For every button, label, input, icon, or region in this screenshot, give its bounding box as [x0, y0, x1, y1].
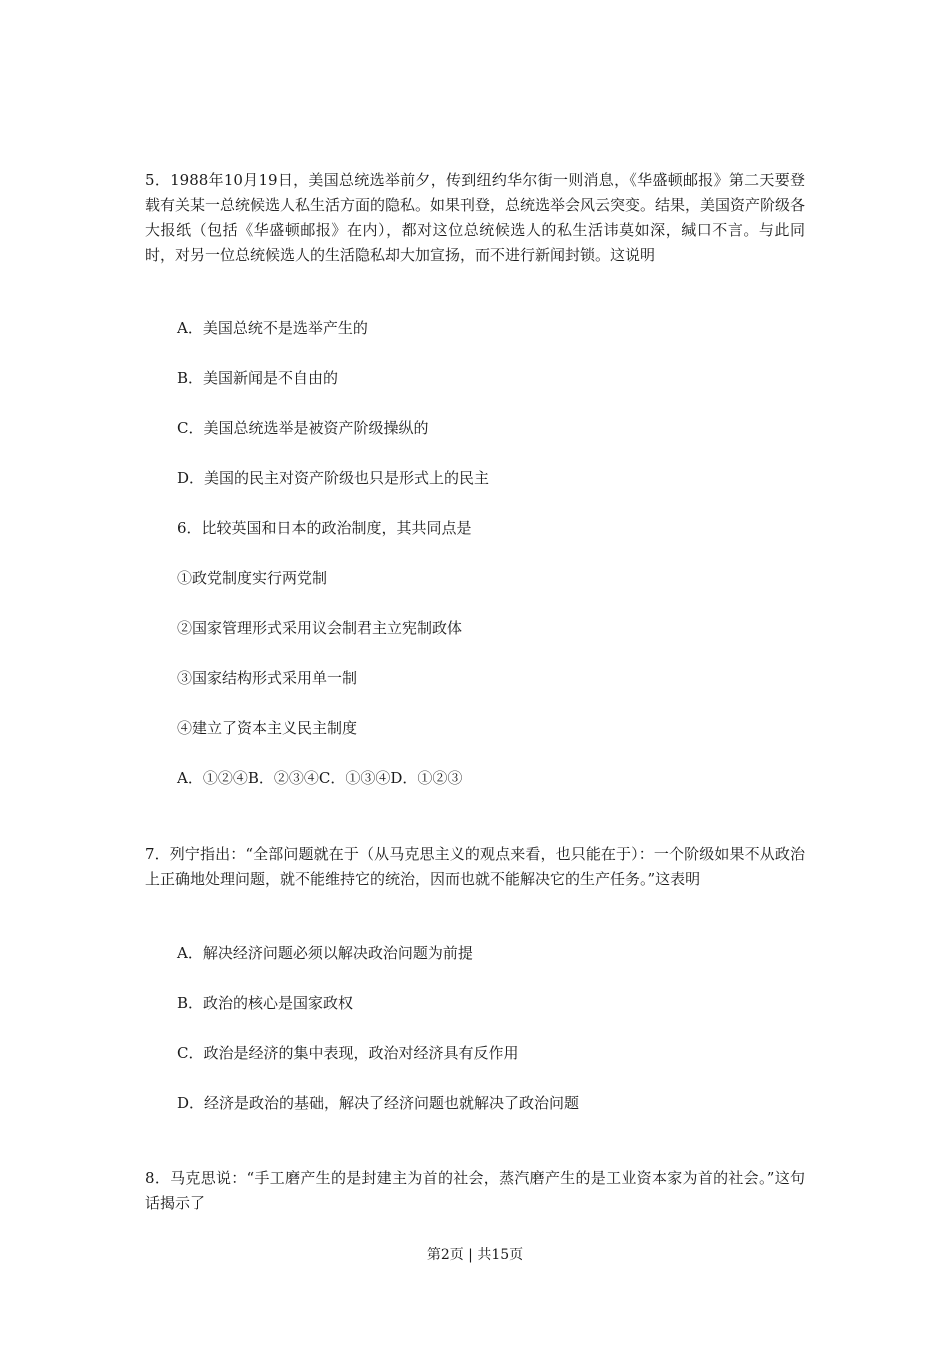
question-5-stem: 5．1988年10月19日，美国总统选举前夕，传到纽约华尔街一则消息，《华盛顿邮报》第二天要登载有关某一总统候选人私生活方面的隐私。如果刊登，总统选举会风云突变。结果，美国资产阶级各大报纸（包括《华盛顿邮报》在内），都对这位总统候选人的私生活讳莫如深，缄口不言。与此同时，对另一位总统候选人的生活隐私却大加宣扬，而不进行新闻封锁。这说明: [145, 171, 806, 264]
question-6-stem: 6．比较英国和日本的政治制度，其共同点是: [177, 519, 472, 537]
question-7-option-d: D．经济是政治的基础，解决了经济问题也就解决了政治问题: [177, 1094, 580, 1112]
question-5-option-d: D．美国的民主对资产阶级也只是形式上的民主: [177, 469, 490, 487]
question-5-option-b: B．美国新闻是不自由的: [177, 369, 339, 387]
question-7-stem: 7．列宁指出：“全部问题就在于（从马克思主义的观点来看，也只能在于）：一个阶级如果不从政治上正确地处理问题，就不能维持它的统治，因而也就不能解决它的生产任务。”这表明: [145, 845, 805, 888]
question-8-stem: 8．马克思说：“手工磨产生的是封建主为首的社会，蒸汽磨产生的是工业资本家为首的社会。”这句话揭示了: [145, 1169, 805, 1212]
question-7-option-b: B．政治的核心是国家政权: [177, 994, 354, 1012]
question-6-item-4: ④建立了资本主义民主制度: [177, 719, 358, 737]
question-7-option-c: C．政治是经济的集中表现，政治对经济具有反作用: [177, 1044, 519, 1062]
question-7-option-a: A．解决经济问题必须以解决政治问题为前提: [177, 944, 473, 962]
question-6-item-2: ②国家管理形式采用议会制君主立宪制政体: [177, 619, 463, 637]
question-5-option-c: C．美国总统选举是被资产阶级操纵的: [177, 419, 429, 437]
question-6-options: A．①②④B．②③④C．①③④D．①②③: [177, 769, 463, 787]
question-6-item-1: ①政党制度实行两党制: [177, 569, 328, 587]
page-footer: 第2页 | 共15页: [426, 1247, 524, 1263]
question-5-option-a: A．美国总统不是选举产生的: [177, 319, 368, 337]
question-6-item-3: ③国家结构形式采用单一制: [177, 669, 358, 687]
